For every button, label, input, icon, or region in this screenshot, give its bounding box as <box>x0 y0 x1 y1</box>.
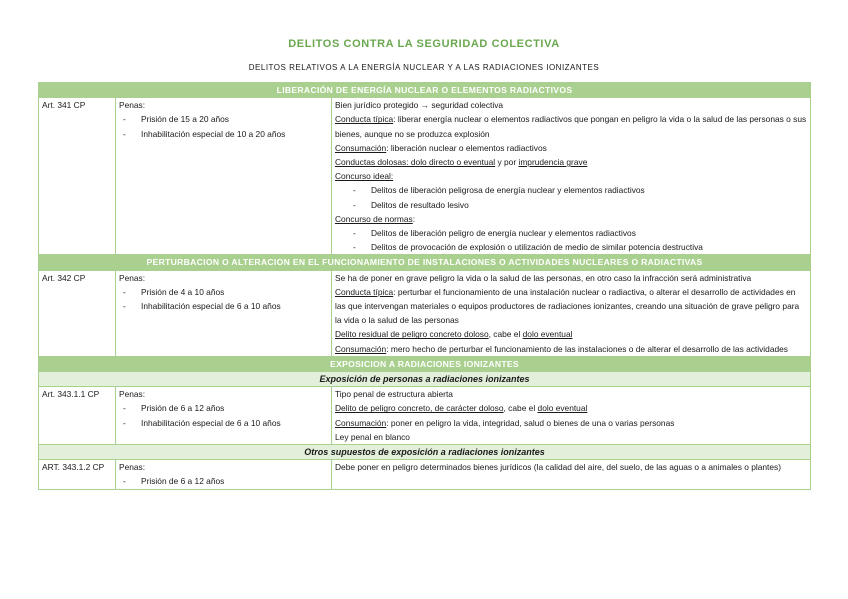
penalties-cell: Penas: - Prisión de 6 a 12 años <box>116 460 332 489</box>
article-cell: ART. 343.1.2 CP <box>39 460 116 489</box>
description-cell: Debe poner en peligro determinados bienes jurídicos (la calidad del aire, del suelo, de las aguas o a animales o plantes) <box>332 460 811 489</box>
list-item: - Delitos de liberación peligrosa de energía nuclear y elementos radiactivos <box>335 183 807 197</box>
page-title: DELITOS CONTRA LA SEGURIDAD COLECTIVA <box>288 38 560 50</box>
list-item: - Delitos de provocación de explosión o utilización de medio de similar potencia destructiva <box>335 240 807 254</box>
article-cell: Art. 341 CP <box>39 98 116 255</box>
penalties-cell: Penas: - Prisión de 4 a 10 años - Inhabilitación especial de 6 a 10 años <box>116 270 332 356</box>
list-item: - Prisión de 6 a 12 años <box>119 474 328 488</box>
article-cell: Art. 343.1.1 CP <box>39 387 116 445</box>
section-header: EXPOSICION A RADIACIONES IONIZANTES <box>39 356 811 371</box>
list-item: - Prisión de 6 a 12 años <box>119 401 328 415</box>
article-cell: Art. 342 CP <box>39 270 116 356</box>
section-header: LIBERACIÓN DE ENERGÍA NUCLEAR O ELEMENTOS RADIACTIVOS <box>39 83 811 98</box>
description-cell: Tipo penal de estructura abierta Delito de peligro concreto, de carácter doloso, cabe el dolo eventual Consumación: poner en peligro la vida, integridad, salud o bienes de una o varias personas Ley penal en blanco <box>332 387 811 445</box>
description-cell: Bien jurídico protegido → seguridad colectiva Conducta típica: liberar energía nuclear o elementos radiactivos que pongan en peligro la vida o la salud de las personas o sus bienes, aunque no se produzca explosión Consumación: liberación nuclear o elementos radiactivos Conductas dolosas: dolo directo o eventual y por imprudencia grave Concurso ideal: - Delitos de liberación peligrosa de energía nuclear y elementos radiactivos - Delitos de resultado lesivo Concurso de normas: - Delitos de liberación peligro de energía nuclear y elementos radiactivos - Delitos de provocación de explosión o utilización de medio de similar potencia destructiva <box>332 98 811 255</box>
description-cell: Se ha de poner en grave peligro la vida o la salud de las personas, en otro caso la infracción será administrativa Conducta típica: perturbar el funcionamiento de una instalación nuclear o radiactiva, o alterar el desarrollo de actividades en las que intervengan materiales o equipos productores de radiaciones ionizantes, creando una situación de grave peligro para la vida o la salud de las personas Delito residual de peligro concreto doloso, cabe el dolo eventual Consumación: mero hecho de perturbar el funcionamiento de las instalaciones o de alterar el desarrollo de las actividades <box>332 270 811 356</box>
penalties-cell: Penas: - Prisión de 6 a 12 años - Inhabilitación especial de 6 a 10 años <box>116 387 332 445</box>
list-item: - Delitos de liberación peligro de energía nuclear y elementos radiactivos <box>335 226 807 240</box>
crimes-table <box>38 82 811 490</box>
table-row <box>39 270 811 356</box>
table-row <box>39 387 811 445</box>
subsection-header: Exposición de personas a radiaciones ionizantes <box>39 372 811 387</box>
list-item: - Inhabilitación especial de 6 a 10 años <box>119 416 328 430</box>
penalties-cell: Penas: - Prisión de 15 a 20 años - Inhabilitación especial de 10 a 20 años <box>116 98 332 255</box>
list-item: - Prisión de 4 a 10 años <box>119 285 328 299</box>
list-item: - Inhabilitación especial de 10 a 20 años <box>119 127 328 141</box>
list-item: - Delitos de resultado lesivo <box>335 198 807 212</box>
list-item: - Prisión de 15 a 20 años <box>119 112 328 126</box>
page-subtitle: DELITOS RELATIVOS A LA ENERGÍA NUCLEAR Y A LAS RADIACIONES IONIZANTES <box>248 63 600 72</box>
section-header: PERTURBACION O ALTERACION EN EL FUNCIONAMIENTO DE INSTALACIONES O ACTIVIDADES NUCLEARES O RADIACTIVAS <box>39 255 811 270</box>
table-row <box>39 98 811 255</box>
table-row <box>39 460 811 489</box>
list-item: - Inhabilitación especial de 6 a 10 años <box>119 299 328 313</box>
subsection-header: Otros supuestos de exposición a radiaciones ionizantes <box>39 445 811 460</box>
